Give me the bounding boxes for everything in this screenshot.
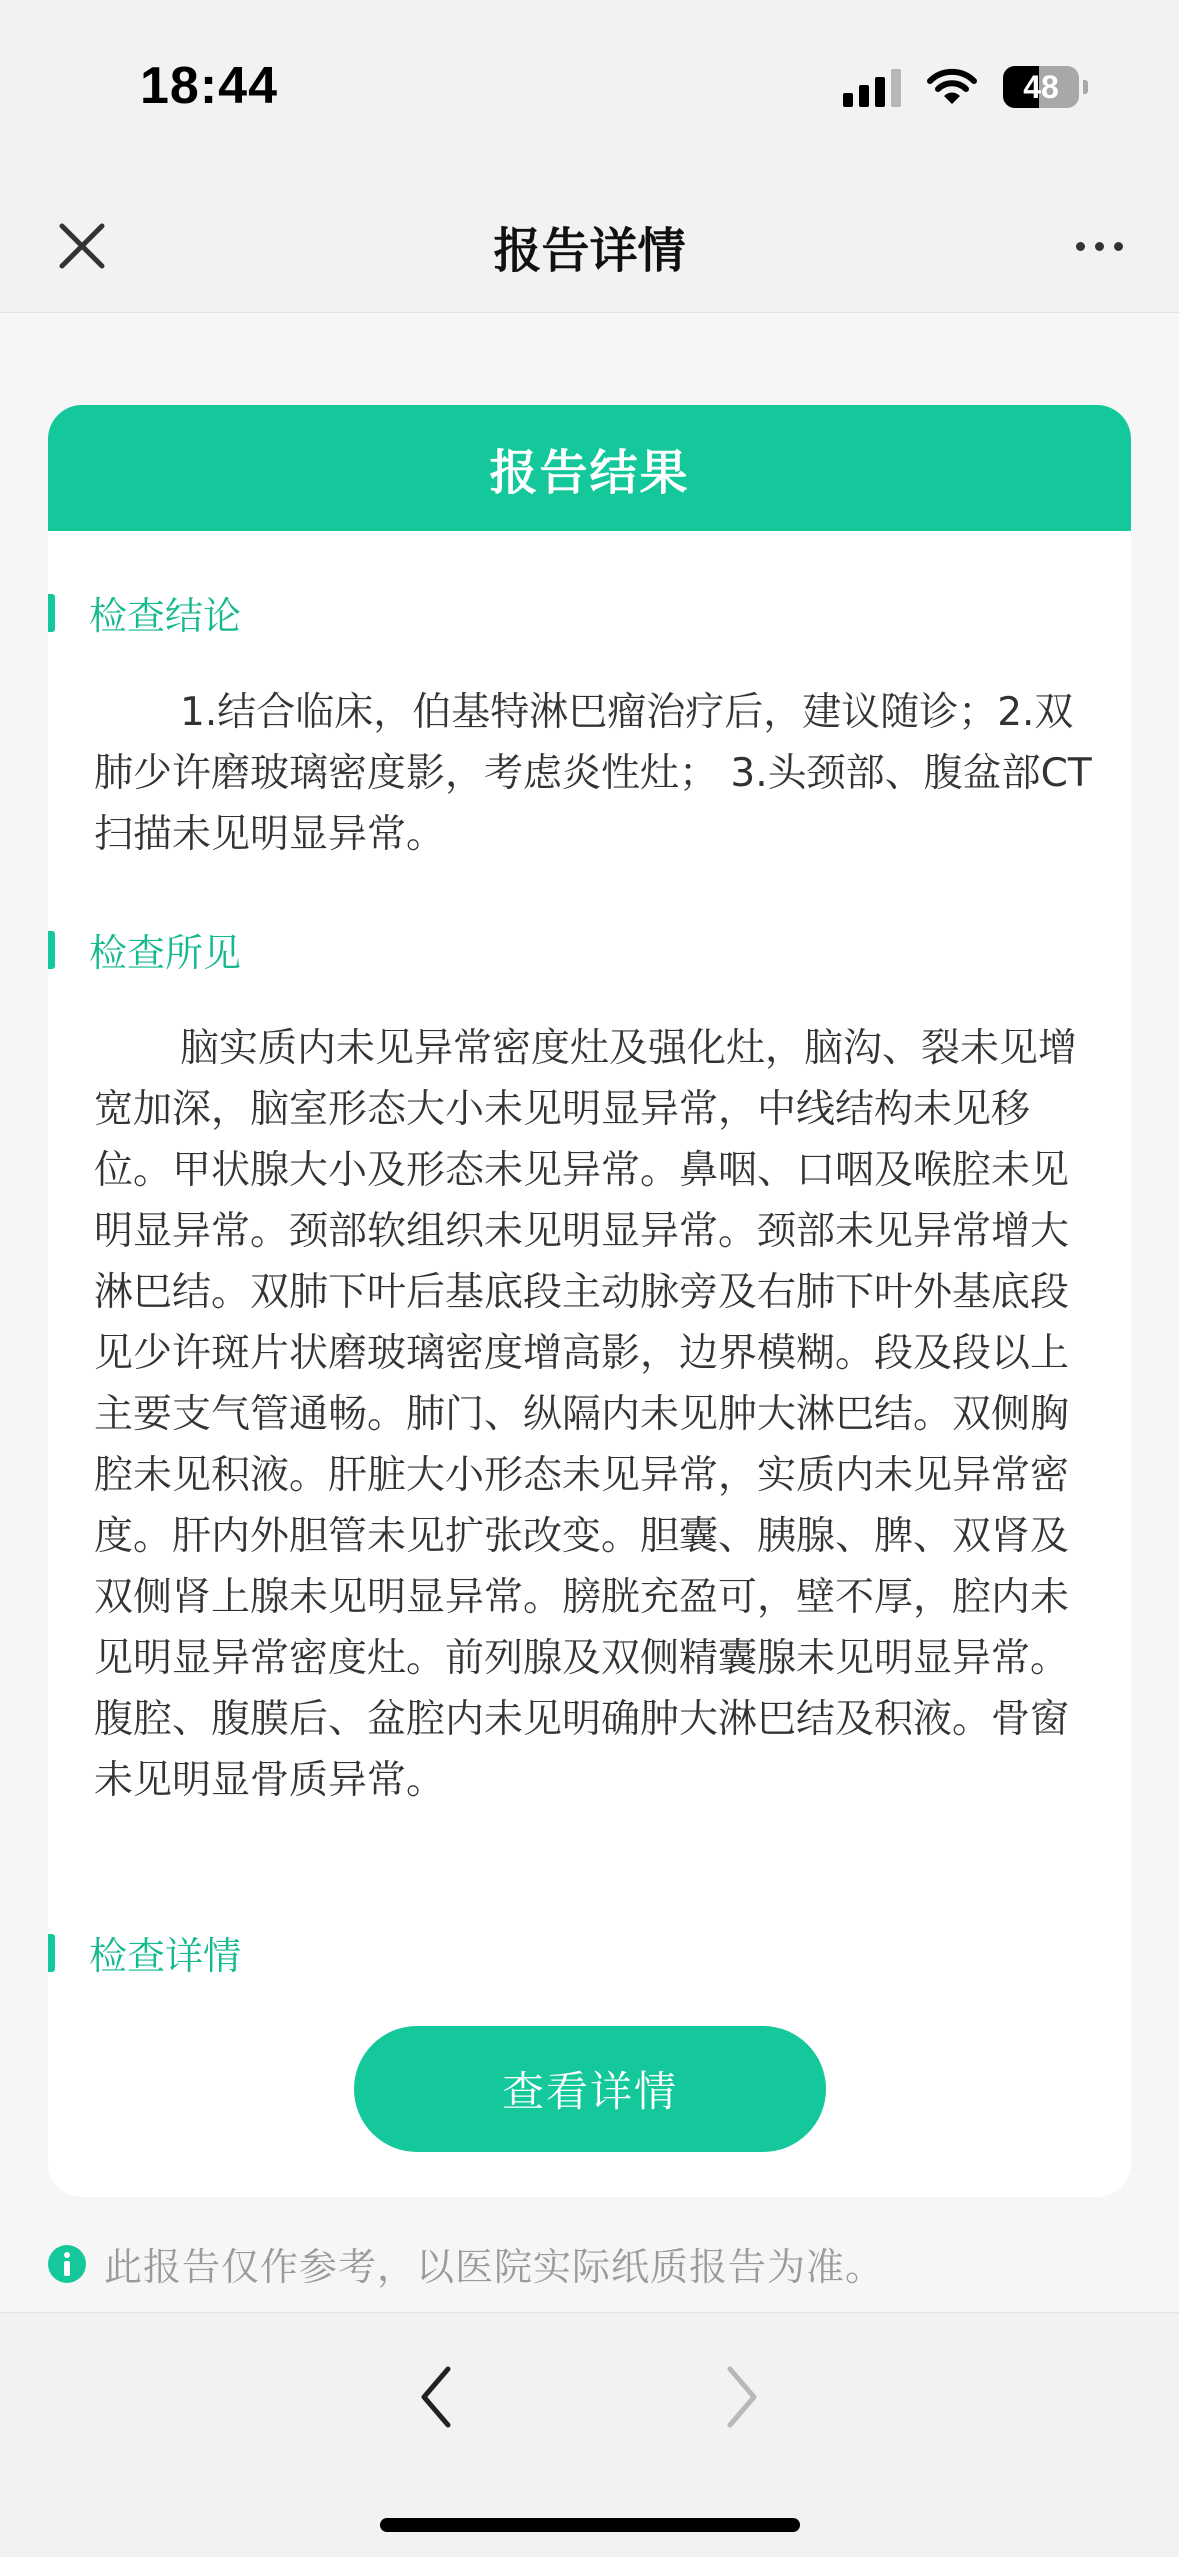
more-icon[interactable]	[1068, 234, 1131, 259]
notice-text: 此报告仅作参考，以医院实际纸质报告为准。	[104, 2245, 885, 2289]
notice	[48, 2236, 884, 2291]
status-bar	[0, 0, 1179, 180]
report-card	[48, 405, 1131, 2197]
battery-level: 48	[1023, 68, 1059, 105]
section-label-details	[48, 1925, 241, 1980]
home-indicator	[380, 2518, 800, 2532]
section-marker	[48, 1934, 55, 1972]
signal-icon	[843, 67, 901, 107]
view-details-button[interactable]: 查看详情	[354, 2026, 826, 2152]
section-label-findings	[48, 922, 241, 977]
section-marker	[48, 594, 55, 632]
section-body-conclusion: 1.结合临床，伯基特淋巴瘤治疗后，建议随诊；2.双肺少许磨玻璃密度影，考虑炎性灶； 3.头颈部、腹盆部CT扫描未见明显异常。	[94, 690, 1092, 857]
forward-arrow-icon[interactable]	[718, 2357, 768, 2437]
info-icon	[48, 2245, 86, 2283]
page-title: 报告详情	[493, 223, 686, 279]
status-icons	[843, 62, 1079, 112]
card-header: 报告结果	[48, 405, 1131, 531]
status-time: 18:44	[140, 57, 278, 115]
nav-bar	[0, 180, 1179, 313]
battery-icon	[1003, 66, 1079, 108]
wifi-icon	[927, 68, 977, 106]
back-arrow-icon[interactable]	[410, 2357, 460, 2437]
section-marker	[48, 931, 55, 969]
section-title: 检查所见	[89, 931, 242, 975]
section-body-findings: 脑实质内未见异常密度灶及强化灶，脑沟、裂未见增宽加深，脑室形态大小未见明显异常，中线结构未见移位。甲状腺大小及形态未见异常。鼻咽、口咽及喉腔未见明显异常。颈部软组织未见明显异常。颈部未见异常增大淋巴结。双肺下叶后基底段主动脉旁及右肺下叶外基底段见少许斑片状磨玻璃密度增高影，边界模糊。段及段以上主要支气管通畅。肺门、纵隔内未见肿大淋巴结。双侧胸腔未见积液。肝脏大小形态未见异常，实质内未见异常密度。肝内外胆管未见扩张改变。胆囊、胰腺、脾、双肾及双侧肾上腺未见明显异常。膀胱充盈可，壁不厚，腔内未见明显异常密度灶。前列腺及双侧精囊腺未见明显异常。腹腔、腹膜后、盆腔内未见明确肿大淋巴结及积液。骨窗未见明显骨质异常。	[94, 1026, 1078, 1803]
section-title: 检查结论	[89, 594, 242, 638]
section-title: 检查详情	[89, 1934, 242, 1978]
section-label-conclusion	[48, 585, 241, 640]
